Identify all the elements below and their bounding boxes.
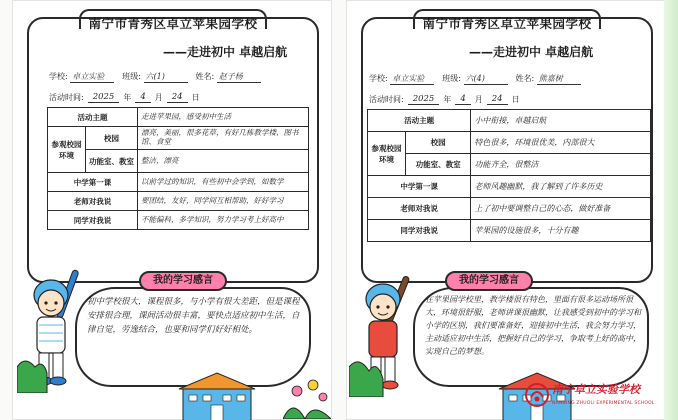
date-day: 24 [487,94,508,105]
classmate-value: 不能偏科，多学知识，努力学习考上好高中 [138,211,309,230]
theme-label: 活动主题 [368,110,471,132]
reflection-banner: 我的学习感言 [139,271,227,291]
table-row [48,211,309,230]
table-row [48,127,309,150]
activity-table [47,107,309,230]
theme-label: 活动主题 [48,108,138,127]
class-value: 六(1) [144,71,188,83]
table-row [48,108,309,127]
class-field [122,71,187,83]
activity-table [367,109,651,242]
date-month-unit: 月 [154,93,163,102]
table-row [48,173,309,192]
table-row [368,176,651,198]
date-day: 24 [167,92,188,103]
function-value: 整洁，漂亮 [138,150,309,173]
date-year-unit: 年 [123,93,132,102]
school-value: 卓立实验 [390,73,434,85]
table-row [368,110,651,132]
date-row [369,94,520,105]
lesson-label: 中学第一课 [48,173,138,192]
table-row [48,150,309,173]
name-label: 姓名: [195,72,215,81]
green-edge-strip [664,0,678,420]
class-value: 六(4) [464,73,508,85]
table-row [48,192,309,211]
date-month-unit: 月 [474,95,483,104]
reflection-text: 在苹果园学校里，教学楼很有特色，里面有很多运动场所很大，环境很舒服，老师讲课很幽默，让我感受到初中的学习和小学的区别，我们要准备好，迎接初中生活，我会努力学习，主动适应初中生活，把握好自己的学习，争取考上好的高中，实现自己的梦想。 [425,295,641,356]
date-label: 活动时间: [369,95,404,104]
school-title: 南宁市青秀区卓立苹果园学校 [422,16,592,31]
table-row [368,198,651,220]
baseball-player-illustration [17,263,89,393]
name-value: 熊嘉树 [537,73,581,85]
teacher-label: 老师对我说 [368,198,471,220]
table-row [368,132,651,154]
school-field [49,71,114,83]
date-row [49,92,200,103]
name-field [516,73,581,85]
school-value: 卓立实验 [70,71,114,83]
jersey-icon [37,317,65,353]
function-label: 功能室、教室 [406,154,471,176]
date-year: 2025 [408,94,440,105]
date-month: 4 [135,92,150,103]
name-label: 姓名: [515,74,535,83]
teacher-value: 要团结，友好，同学间互相帮助，好好学习 [138,192,309,211]
lesson-value: 老师风趣幽默，我了解到了许多历史 [471,176,651,198]
visit-label: 参观校园环境 [368,132,406,176]
teacher-label: 老师对我说 [48,192,138,211]
function-value: 功能齐全，很整洁 [471,154,651,176]
info-row [369,73,651,85]
baseball-player-illustration [349,267,421,397]
face-icon [370,294,396,320]
table-row [368,154,651,176]
date-day-unit: 日 [191,93,200,102]
campus-label: 校园 [406,132,471,154]
date-year: 2025 [88,92,120,103]
classmate-label: 同学对我说 [48,211,138,230]
visit-label: 参观校园环境 [48,127,86,173]
class-label: 班级: [442,74,461,83]
subtitle: ——走进初中 卓越启航 [163,45,288,59]
class-label: 班级: [122,72,141,81]
jersey-icon [369,321,397,357]
info-row [49,71,309,83]
lesson-value: 以前学过的知识，有些初中会学到，如数学 [138,173,309,192]
face-icon [38,290,64,316]
classmate-value: 苹果园的设施很多，十分有趣 [471,220,651,242]
campus-label: 校园 [86,127,138,150]
name-field [196,71,261,83]
campus-value: 漂亮，美丽，很多花草，有好几栋教学楼、图书馆、食堂 [138,127,309,150]
date-month: 4 [455,94,470,105]
worksheet-left [12,0,332,420]
school-emblem-icon [524,382,550,408]
reflection-text: 初中学校很大，课程很多，与小学有很大差距，但是课程安排很合理，课间活动很丰富，要快点适应初中生活，自律自觉，劳逸结合，也要和同学们好好相处。 [87,297,300,335]
school-logo [522,378,678,418]
reflection-banner: 我的学习感言 [445,271,533,291]
school-logo-subtitle: NANNING ZHUOLI EXPERIMENTAL SCHOOL [552,401,655,406]
worksheet-right [346,0,666,420]
table-row [368,220,651,242]
school-title: 南宁市青秀区卓立苹果园学校 [88,16,258,31]
teacher-value: 上了初中要调整自己的心态，做好准备 [471,198,651,220]
name-value: 赵子杨 [217,71,261,83]
school-label: 学校: [49,72,68,81]
classmate-label: 同学对我说 [368,220,471,242]
campus-value: 特色很多，环境很优美，内部很大 [471,132,651,154]
bush-icon [17,361,47,393]
function-label: 功能室、教室 [86,150,138,173]
school-building-illustration [177,369,257,420]
lesson-label: 中学第一课 [368,176,471,198]
school-logo-name: 南宁卓立实验学校 [552,383,640,396]
date-label: 活动时间: [49,93,84,102]
theme-value: 走进苹果园，感受初中生活 [138,108,309,127]
school-label: 学校: [369,74,388,83]
flowers-illustration [283,367,331,419]
class-field [442,73,507,85]
date-year-unit: 年 [443,95,452,104]
subtitle: ——走进初中 卓越启航 [469,45,594,59]
date-day-unit: 日 [511,95,520,104]
school-field [369,73,434,85]
theme-value: 小中衔接，卓越启航 [471,110,651,132]
